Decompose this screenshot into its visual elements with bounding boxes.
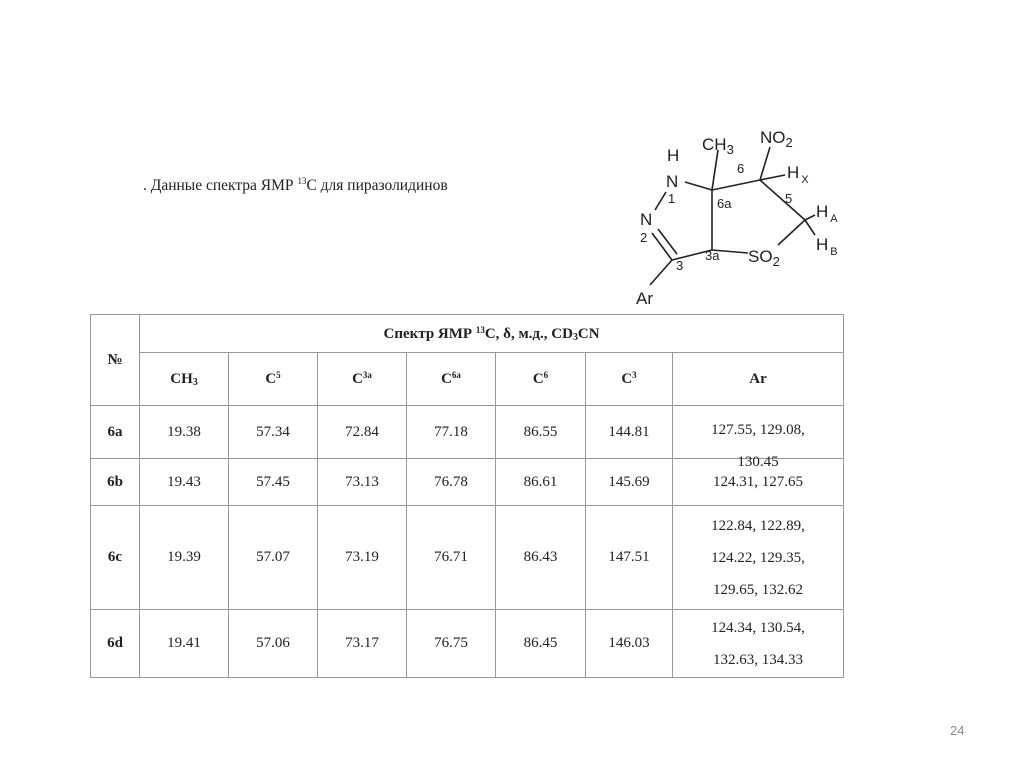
bond-c6-no2 [760, 147, 770, 180]
cell-ch3: 19.43 [140, 459, 229, 506]
cell-c3a: 73.19 [318, 506, 407, 610]
cell-ch3: 19.38 [140, 406, 229, 459]
cell-ar [673, 506, 844, 610]
group-header-row [91, 315, 844, 353]
ar-line: 132.63, 134.33 [713, 651, 804, 668]
cell-c3a: 72.84 [318, 406, 407, 459]
col-header-ch3: $CH_3$ [140, 353, 229, 406]
cell-c3: 145.69 [586, 459, 673, 506]
pos-label-5: 5 [785, 191, 793, 206]
row-id: 6b [91, 459, 140, 506]
cell-c6a: 76.75 [407, 610, 496, 678]
pyrazolidine-structure-diagram [600, 110, 860, 310]
nmr-data-table [90, 314, 844, 678]
col-header-ar: Ar [673, 353, 844, 406]
bond-c5-hb [805, 220, 815, 235]
pos-label-6: 6 [737, 161, 745, 176]
bond-c6-hx [760, 175, 785, 180]
cell-ch3: 19.41 [140, 610, 229, 678]
cell-c6: 86.45 [496, 610, 586, 678]
ar-line: 122.84, 122.89, [711, 517, 805, 534]
col-header-c3: $C^3$ [586, 353, 673, 406]
label-no2: $NO_2$ [760, 128, 793, 150]
cell-c3a: 73.13 [318, 459, 407, 506]
cell-c3: 146.03 [586, 610, 673, 678]
table-row [91, 406, 844, 459]
label-h-top: H [667, 146, 680, 165]
cell-c6a: 76.78 [407, 459, 496, 506]
ar-line: 124.22, 129.35, [711, 549, 805, 566]
cell-c6: 86.61 [496, 459, 586, 506]
label-hx: H $_X$ [787, 163, 809, 186]
bond-c3-ar [650, 260, 672, 285]
bond-n1-c6a [685, 182, 712, 190]
cell-c3: 144.81 [586, 406, 673, 459]
pos-label-2: 2 [640, 230, 648, 245]
ar-line: 127.55, 129.08, [711, 422, 805, 438]
cell-ar [673, 459, 844, 506]
label-so2: $SO_2$ [748, 247, 780, 269]
bond-c6a-c6 [712, 180, 760, 190]
bond-c6a-ch3 [712, 150, 718, 190]
ar-line: 130.45 [737, 454, 779, 470]
ar-line: 129.65, 132.62 [713, 581, 804, 598]
cell-ch3: 19.39 [140, 506, 229, 610]
table-row [91, 610, 844, 678]
caption-isotope: 13 [297, 176, 307, 186]
cell-c5: 57.07 [229, 506, 318, 610]
row-id: 6c [91, 506, 140, 610]
pos-label-3: 3 [676, 258, 684, 273]
pos-label-1: 1 [668, 191, 676, 206]
row-id: 6a [91, 406, 140, 459]
table-row [91, 459, 844, 506]
label-ha: H $_A$ [816, 202, 838, 225]
ar-line: 124.34, 130.54, [711, 619, 805, 636]
column-header-row [91, 353, 844, 406]
cell-c6a: 77.18 [407, 406, 496, 459]
cell-c3a: 73.17 [318, 610, 407, 678]
cell-ar [673, 610, 844, 678]
label-ar: Ar [636, 289, 653, 308]
bond-c5-ha [805, 215, 815, 220]
label-ch3: $CH_3$ [702, 135, 734, 157]
cell-c3: 147.51 [586, 506, 673, 610]
cell-c5: 57.06 [229, 610, 318, 678]
number-header: № [91, 315, 140, 406]
label-n1: N [666, 172, 679, 191]
col-header-c3a: $C^{3a}$ [318, 353, 407, 406]
ar-line: 124.31, 127.65 [713, 474, 804, 490]
pos-label-3a: 3a [705, 248, 720, 263]
col-header-c6: $C^6$ [496, 353, 586, 406]
bond-n2-n1 [655, 192, 666, 210]
page-number: 24 [950, 723, 965, 738]
label-n2: N [640, 210, 653, 229]
cell-c5: 57.34 [229, 406, 318, 459]
cell-c6: 86.55 [496, 406, 586, 459]
caption-prefix: . Данные спектра ЯМР [143, 177, 298, 194]
bond-c6-c5 [760, 180, 805, 220]
cell-c6a: 76.71 [407, 506, 496, 610]
spectrum-header: Спектр ЯМР $^{13}$C, δ, м.д., $CD_3CN$ [140, 315, 844, 353]
col-header-c6a: $C^{6a}$ [407, 353, 496, 406]
cell-c6: 86.43 [496, 506, 586, 610]
caption-suffix: C для пиразолидинов [306, 177, 448, 194]
table-caption [143, 176, 448, 195]
bond-c3-n2-a [652, 233, 672, 260]
row-id: 6d [91, 610, 140, 678]
col-header-c5: $C^5$ [229, 353, 318, 406]
table-row [91, 506, 844, 610]
bond-c5-s [778, 220, 805, 245]
cell-c5: 57.45 [229, 459, 318, 506]
label-hb: H $_B$ [816, 235, 838, 258]
bond-c3-n2-b [658, 229, 677, 254]
pos-label-6a: 6a [717, 196, 732, 211]
cell-ar [673, 406, 844, 470]
